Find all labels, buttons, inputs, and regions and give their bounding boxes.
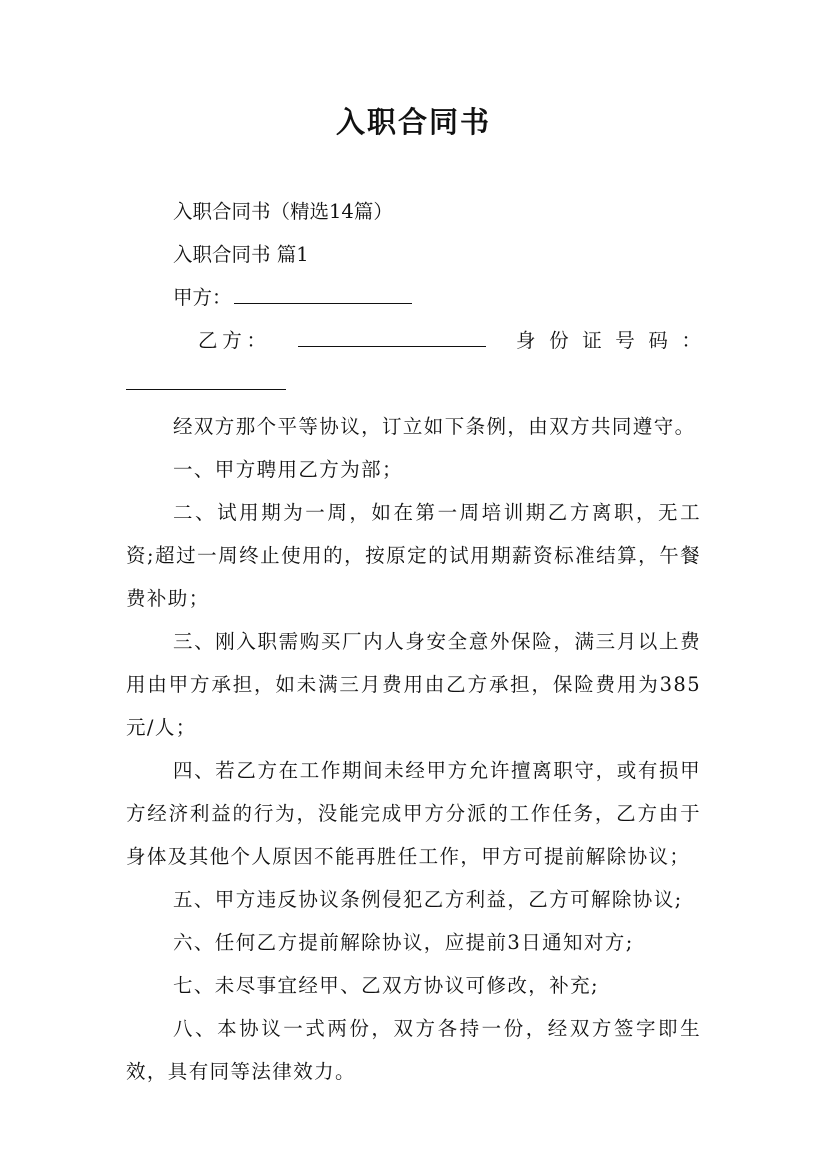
id-label-char: 证: [582, 329, 602, 352]
id-number-blank-line: [126, 362, 701, 405]
id-label-char: 码: [648, 329, 668, 352]
document-body: [126, 190, 701, 1093]
id-label-char: 份: [549, 329, 569, 352]
clause-1: 一、甲方聘用乙方为部；: [173, 458, 403, 481]
preamble: 经双方那个平等协议，订立如下条例，由双方共同遵守。: [173, 415, 696, 438]
clause-6: 六、任何乙方提前解除协议，应提前3日通知对方;: [173, 931, 634, 954]
clause-7: 七、未尽事宜经甲、乙双方协议可修改，补充;: [173, 974, 599, 997]
party-b-label-char: ：: [246, 329, 266, 352]
party-a-line: [126, 276, 701, 319]
party-a-blank: [234, 284, 412, 305]
id-label-char: ：: [681, 329, 701, 352]
clause-2: 二、试用期为一周，如在第一周培训期乙方离职，无工资;超过一周终止使用的，按原定的试用期薪资标准结算，午餐费补助；: [126, 501, 701, 610]
party-b-blank: [298, 327, 486, 348]
party-b-label: [198, 319, 266, 362]
clause-4: 四、若乙方在工作期间未经甲方允许擅离职守，或有损甲方经济利益的行为，没能完成甲方分派的工作任务，乙方由于身体及其他个人原因不能再胜任工作，甲方可提前解除协议；: [126, 759, 701, 868]
id-label-char: 身: [516, 329, 536, 352]
clause-8: 八、本协议一式两份，双方各持一份，经双方签字即生效，具有同等法律效力。: [126, 1017, 701, 1083]
party-b-label-char: 方: [222, 329, 242, 352]
document-title: 入职合同书: [335, 105, 491, 139]
party-b-label-char: 乙: [198, 329, 218, 352]
document-subtitle: 入职合同书（精选14篇）: [173, 200, 393, 223]
party-a-label: 甲方：: [173, 286, 232, 309]
clause-5: 五、甲方违反协议条例侵犯乙方利益，乙方可解除协议;: [173, 888, 683, 911]
id-number-label: [516, 319, 701, 362]
id-label-char: 号: [615, 329, 635, 352]
section-heading: 入职合同书 篇1: [173, 243, 309, 266]
clause-3: 三、刚入职需购买厂内人身安全意外保险，满三月以上费用由甲方承担，如未满三月费用由乙方承担，保险费用为385元/人；: [126, 630, 701, 739]
id-number-blank: [126, 370, 286, 391]
party-b-line: [126, 319, 701, 362]
